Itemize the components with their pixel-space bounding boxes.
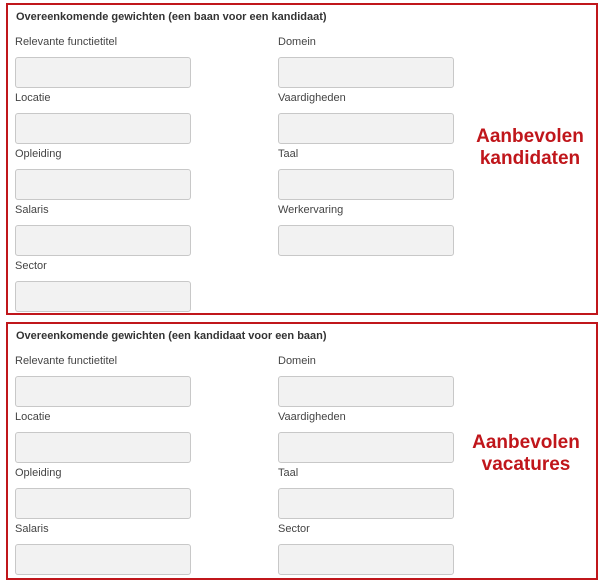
relevante-functietitel-input[interactable] (15, 376, 191, 407)
field-label: Locatie (15, 411, 51, 423)
field-opleiding (15, 467, 191, 519)
field-label: Werkervaring (278, 204, 344, 216)
sector-input[interactable] (15, 281, 191, 312)
field-vaardigheden (278, 92, 454, 144)
panel-title: Overeenkomende gewichten (een kandidaat voor een baan) (16, 330, 327, 342)
relevante-functietitel-input[interactable] (15, 57, 191, 88)
panel-title: Overeenkomende gewichten (een baan voor een kandidaat) (16, 11, 327, 23)
field-label: Vaardigheden (278, 92, 346, 104)
field-label: Opleiding (15, 148, 62, 160)
field-locatie (15, 411, 191, 463)
annotation-line: kandidaten (479, 148, 581, 169)
field-label: Salaris (15, 523, 49, 535)
annotation-line: Aanbevolen (472, 432, 580, 453)
domein-input[interactable] (278, 57, 454, 88)
field-label: Locatie (15, 92, 51, 104)
field-label: Salaris (15, 204, 49, 216)
field-domein (278, 355, 454, 407)
field-taal (278, 467, 454, 519)
field-label: Vaardigheden (278, 411, 346, 423)
recommended-candidates-annotation (460, 126, 600, 170)
vaardigheden-input[interactable] (278, 432, 454, 463)
field-label: Sector (15, 260, 47, 272)
field-relevante-functietitel (15, 36, 191, 88)
recommended-vacancies-annotation (456, 432, 596, 476)
salaris-input[interactable] (15, 225, 191, 256)
field-taal (278, 148, 454, 200)
field-domein (278, 36, 454, 88)
field-sector (15, 260, 191, 312)
field-label: Relevante functietitel (15, 36, 118, 48)
field-salaris (15, 523, 191, 575)
field-label: Domein (278, 36, 316, 48)
opleiding-input[interactable] (15, 488, 191, 519)
annotation-line: vacatures (481, 454, 571, 475)
taal-input[interactable] (278, 169, 454, 200)
field-label: Relevante functietitel (15, 355, 118, 367)
field-label: Sector (278, 523, 310, 535)
field-label: Taal (278, 467, 299, 479)
field-sector (278, 523, 454, 575)
field-label: Taal (278, 148, 299, 160)
field-vaardigheden (278, 411, 454, 463)
field-salaris (15, 204, 191, 256)
annotation-line: Aanbevolen (476, 126, 584, 147)
field-opleiding (15, 148, 191, 200)
werkervaring-input[interactable] (278, 225, 454, 256)
salaris-input[interactable] (15, 544, 191, 575)
field-locatie (15, 92, 191, 144)
vaardigheden-input[interactable] (278, 113, 454, 144)
field-werkervaring (278, 204, 454, 256)
field-label: Opleiding (15, 467, 62, 479)
sector-input[interactable] (278, 544, 454, 575)
opleiding-input[interactable] (15, 169, 191, 200)
taal-input[interactable] (278, 488, 454, 519)
domein-input[interactable] (278, 376, 454, 407)
locatie-input[interactable] (15, 432, 191, 463)
field-label: Domein (278, 355, 316, 367)
locatie-input[interactable] (15, 113, 191, 144)
field-relevante-functietitel (15, 355, 191, 407)
